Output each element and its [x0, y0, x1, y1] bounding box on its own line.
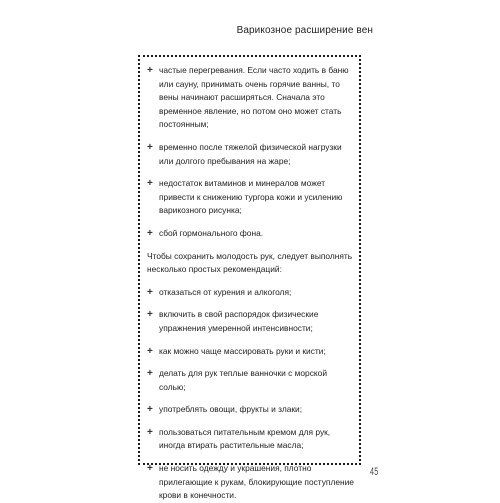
- list-item: [147, 227, 354, 241]
- plus-bullet-icon: +: [147, 426, 153, 438]
- plus-bullet-icon: +: [147, 404, 153, 416]
- recommendations-intro: Чтобы сохранить молодость рук, следует выполнять несколько простых рекомендаций:: [147, 250, 353, 275]
- plus-bullet-icon: +: [147, 345, 153, 357]
- list-item: [147, 308, 354, 335]
- plus-bullet-icon: +: [147, 463, 153, 475]
- plus-bullet-icon: +: [147, 286, 153, 298]
- list-item-text: отказаться от курения и алкоголя;: [159, 286, 292, 297]
- list-item-text: временно после тяжелой физической нагрузки или долгого пребывания на жаре;: [159, 141, 342, 166]
- list-item-text: недостаток витаминов и минералов может привести к снижению тургора кожи и усилению варикозного рисунка;: [159, 178, 343, 216]
- running-header: Варикозное расширение вен: [236, 25, 373, 36]
- boxed-content: [147, 64, 354, 503]
- list-item-text: не носить одежду и украшения, плотно прилегающие к рукам, блокирующие поступление крови в конечности.: [159, 463, 354, 501]
- list-item-text: употреблять овощи, фрукты и злаки;: [159, 404, 303, 415]
- recommendations-list: [147, 286, 354, 503]
- plus-bullet-icon: +: [147, 141, 153, 153]
- plus-bullet-icon: +: [147, 368, 153, 380]
- list-item-text: пользоваться питательным кремом для рук, иногда втирать растительные масла;: [159, 426, 331, 451]
- list-item: [147, 177, 354, 218]
- list-item: [147, 462, 354, 503]
- list-item: [147, 286, 354, 300]
- list-item-text: включить в свой распорядок физические упражнения умеренной интенсивности;: [159, 309, 319, 333]
- causes-list: [147, 64, 354, 241]
- list-item: [147, 64, 354, 132]
- plus-bullet-icon: +: [147, 227, 153, 239]
- list-item-text: частые перегревания. Если часто ходить в баню или сауну, принимать очень горячие ванны, то вены начинают расширяться. Сначала это временное явление, но потом оно может стать постоянным;: [159, 65, 349, 130]
- list-item: [147, 426, 354, 453]
- page-number: 45: [370, 466, 379, 478]
- list-item: [147, 141, 354, 168]
- plus-bullet-icon: +: [147, 178, 153, 190]
- list-item: [147, 345, 354, 359]
- list-item-text: сбой гормонального фона.: [159, 227, 264, 238]
- list-item-text: делать для рук теплые ванночки с морской солью;: [159, 368, 327, 392]
- list-item-text: как можно чаще массировать руки и кисти;: [159, 345, 326, 356]
- plus-bullet-icon: +: [147, 65, 153, 76]
- list-item: [147, 403, 354, 417]
- plus-bullet-icon: +: [147, 309, 153, 321]
- list-item: [147, 367, 354, 394]
